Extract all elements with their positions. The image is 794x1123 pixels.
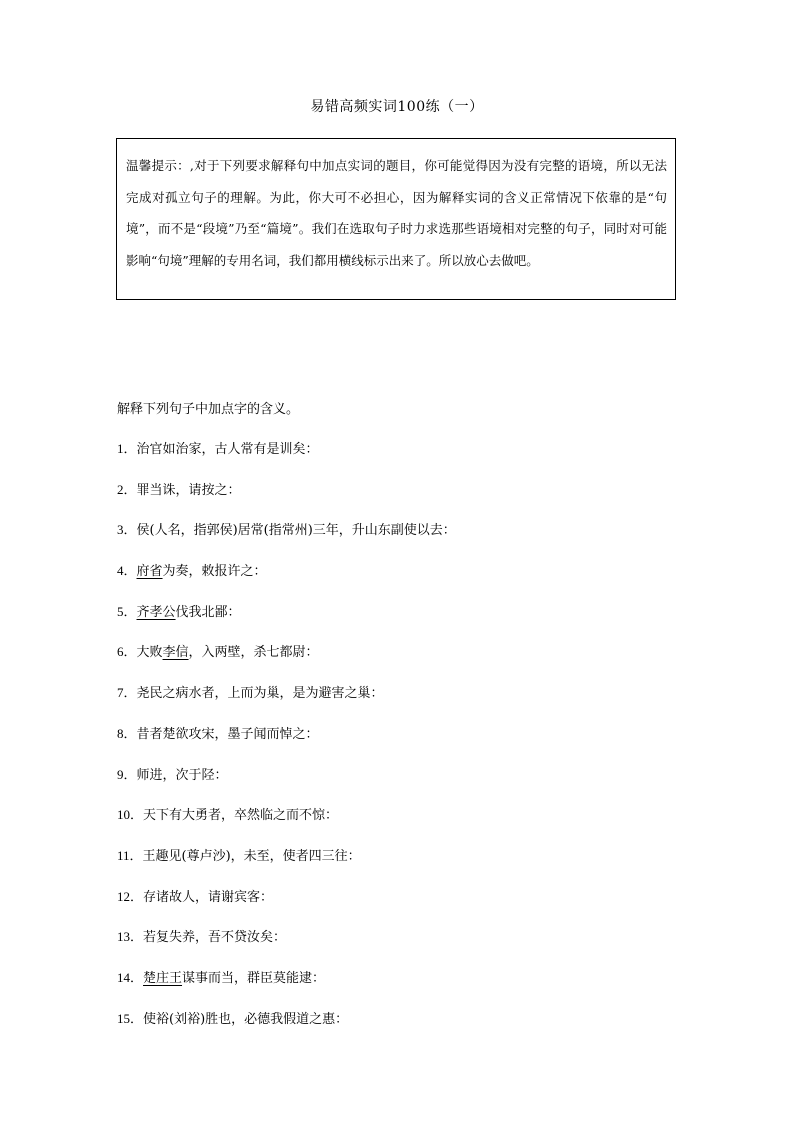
- question-item-9: [117, 765, 717, 806]
- question-number: 12．: [117, 888, 144, 904]
- question-number: 13．: [117, 929, 144, 945]
- question-text: 王趣见(尊卢沙)，未至，使者四三往：: [142, 848, 361, 864]
- question-item-13: [117, 927, 717, 968]
- question-text: 存诸故人，请谢宾客：: [143, 889, 274, 905]
- question-item-12: [117, 887, 717, 928]
- question-item-2: [117, 480, 717, 521]
- question-number: 4．: [117, 563, 137, 579]
- question-number: 15．: [117, 1010, 144, 1026]
- question-text: 为奏，敕报许之：: [162, 564, 267, 580]
- question-number: 8．: [117, 725, 137, 741]
- question-text: 师进，次于陉：: [136, 767, 228, 783]
- question-text: ，入两壁，杀七都尉：: [188, 645, 319, 661]
- underlined-term: 李信: [162, 645, 189, 661]
- question-text: 伐我北鄙：: [175, 604, 241, 620]
- question-item-15: [117, 1009, 717, 1050]
- question-text: 昔者楚欲攻宋，墨子闻而悼之：: [136, 726, 319, 742]
- underlined-term: 齐孝公: [136, 604, 176, 620]
- question-item-8: [117, 724, 717, 765]
- question-item-14: [117, 968, 717, 1009]
- underlined-term: 府省: [136, 564, 163, 580]
- question-text: 若复失养，吾不贷汝矣：: [143, 930, 287, 946]
- question-number: 10．: [117, 807, 144, 823]
- question-number: 7．: [117, 685, 137, 701]
- tip-box: [116, 138, 676, 300]
- question-item-6: [117, 642, 717, 683]
- question-item-3: [117, 520, 717, 561]
- question-text: 天下有大勇者，卒然临之而不惊：: [143, 808, 339, 824]
- question-text: 罪当诛，请按之：: [136, 482, 241, 498]
- tip-text: 温馨提示：,对于下列要求解释句中加点实词的题目，你可能觉得因为没有完整的语境，所以无法完成对孤立句子的理解。为此，你大可不必担心，因为解释实词的含义正常情况下依靠的是“句境”，而不是“段境”乃至“篇境”。我们在选取句子时力求选那些语境相对完整的句子，同时对可能影响“句境”理解的专用名词，我们都用横线标示出来了。所以放心去做吧。: [126, 158, 667, 268]
- question-item-10: [117, 805, 717, 846]
- underlined-term: 楚庄王: [143, 970, 183, 986]
- question-text: 尧民之病水者，上而为巢，是为避害之巢：: [136, 686, 384, 702]
- question-text: 治官如治家，古人常有是训矣：: [136, 442, 319, 457]
- question-number: 11．: [117, 847, 143, 863]
- question-number: 3．: [117, 522, 137, 538]
- question-number: 9．: [117, 766, 137, 782]
- question-number: 1．: [117, 441, 137, 456]
- question-number: 5．: [117, 603, 137, 619]
- question-number: 6．: [117, 644, 137, 660]
- question-number: 2．: [117, 481, 137, 497]
- question-item-7: [117, 683, 717, 724]
- question-item-5: [117, 602, 717, 643]
- question-item-1: [117, 439, 717, 480]
- page-title: 易错高频实词100练（一）: [310, 99, 484, 115]
- question-text: 大败: [136, 645, 163, 661]
- question-number: 14．: [117, 969, 144, 985]
- question-text: 使裕(刘裕)胜也，必德我假道之惠：: [143, 1011, 349, 1027]
- question-text: 谋事而当，群臣莫能逮：: [182, 970, 326, 986]
- question-list: [117, 439, 717, 1049]
- question-text: 侯(人名，指郭侯)居常(指常州)三年，升山东副使以去：: [136, 523, 456, 539]
- question-item-4: [117, 561, 717, 602]
- instruction-text: 解释下列句子中加点字的含义。: [117, 402, 300, 417]
- question-item-11: [117, 846, 717, 887]
